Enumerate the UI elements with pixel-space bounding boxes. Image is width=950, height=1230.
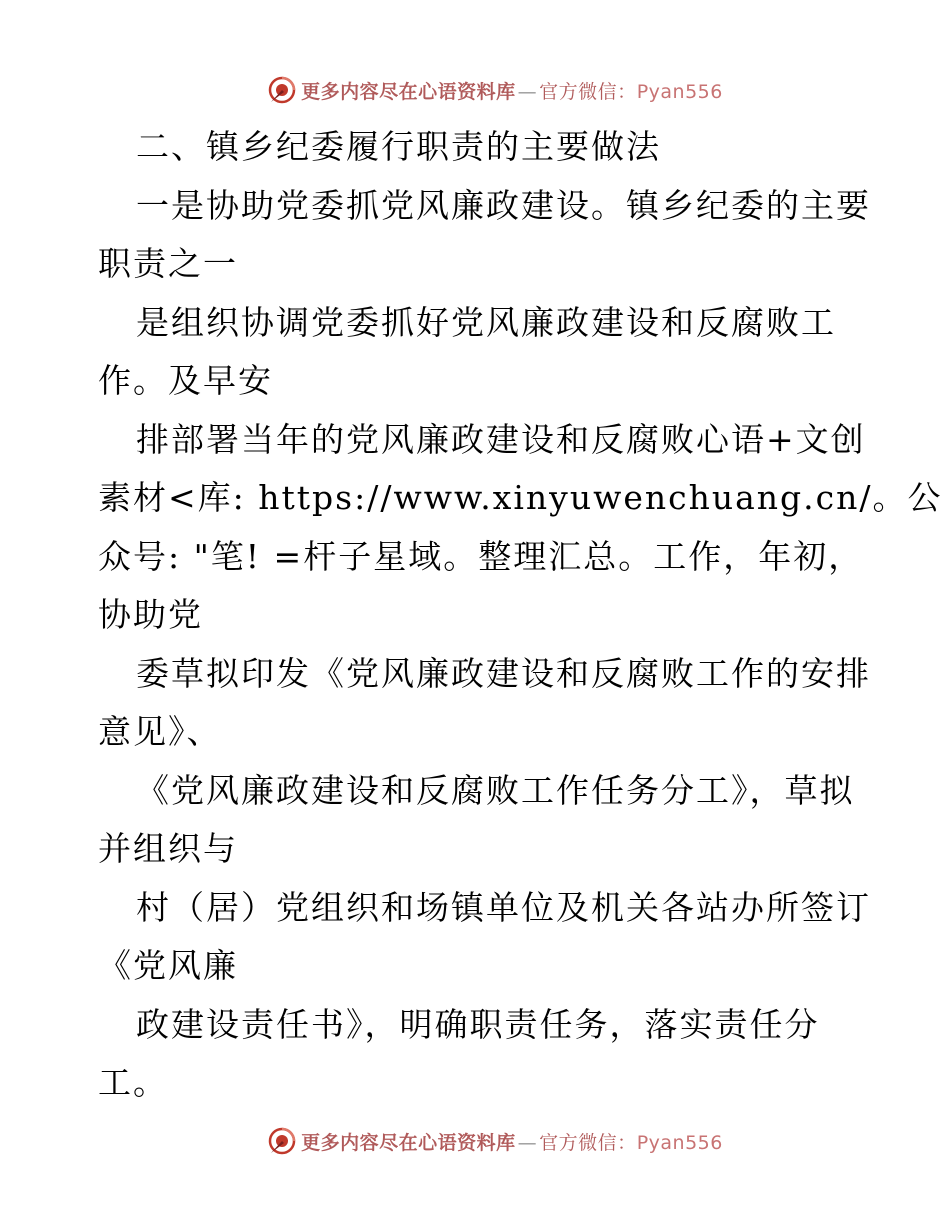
- paragraph-line: 素材<库: https://www.xinyuwenchuang.cn/。公: [98, 478, 943, 517]
- paragraph-line: 一是协助党委抓党风廉政建设。镇乡纪委的主要: [136, 185, 871, 225]
- banner-main-text: 更多内容尽在心语资料库: [301, 1131, 516, 1154]
- pen-logo-icon: [267, 75, 297, 105]
- paragraph-line: 意见》、: [98, 712, 222, 751]
- paragraph-line: 职责之一: [98, 244, 238, 283]
- paragraph-line: 众号: "笔! =杆子星域。整理汇总。工作，年初，: [98, 536, 864, 576]
- banner-separator: —: [517, 1131, 538, 1154]
- banner-wechat-label: 官方微信：: [539, 80, 637, 103]
- paragraph-line: 委草拟印发《党风廉政建设和反腐败工作的安排: [136, 653, 871, 693]
- paragraph-line: 村（居）党组织和场镇单位及机关各站办所签订: [136, 887, 871, 927]
- banner-wechat-label: 官方微信：: [539, 1131, 637, 1154]
- paragraph-line: 工。: [98, 1063, 168, 1102]
- header-banner: [0, 73, 950, 107]
- banner-wechat-id: Pyan556: [636, 80, 723, 103]
- footer-banner: [0, 1124, 950, 1158]
- pen-logo-icon: [267, 1126, 297, 1156]
- paragraph-line: 《党风廉: [98, 946, 238, 985]
- banner-main-text: 更多内容尽在心语资料库: [301, 80, 516, 103]
- banner-separator: —: [517, 80, 538, 103]
- banner-text: [301, 77, 723, 104]
- paragraph-line: 《党风廉政建设和反腐败工作任务分工》，草拟: [136, 770, 855, 810]
- banner-wechat-id: Pyan556: [636, 1131, 723, 1154]
- paragraph-line: 政建设责任书》，明确职责任务，落实责任分: [136, 1004, 820, 1044]
- document-body: [98, 118, 943, 1113]
- banner-text: [301, 1128, 723, 1155]
- paragraph-line: 排部署当年的党风廉政建设和反腐败心语+文创: [136, 419, 866, 459]
- paragraph-line: 作。及早安: [98, 361, 273, 400]
- paragraph-line: 协助党: [98, 595, 203, 634]
- paragraph-line: 是组织协调党委抓好党风廉政建设和反腐败工: [136, 302, 836, 342]
- paragraph-line: 并组织与: [98, 829, 238, 868]
- section-heading: 二、镇乡纪委履行职责的主要做法: [136, 127, 661, 166]
